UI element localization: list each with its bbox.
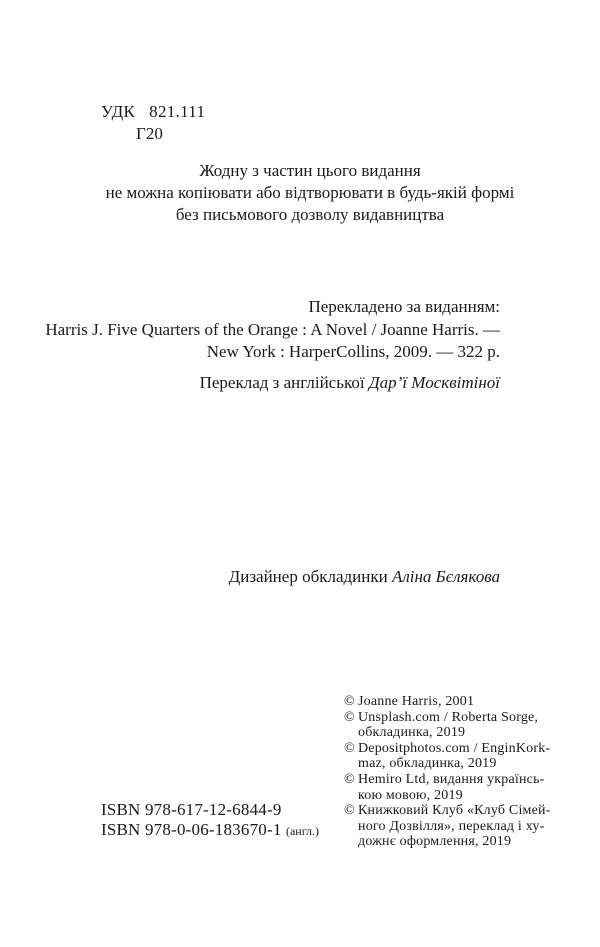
copyright-line: дожнє оформлення, 2019 xyxy=(358,834,512,850)
copyright-symbol: © xyxy=(344,771,355,787)
udk-code: 821.111 xyxy=(149,102,206,121)
isbn-english: ISBN 978-0-06-183670-1 xyxy=(101,820,282,839)
designer-name: Аліна Бєлякова xyxy=(391,567,500,586)
copyright-line: кою мовою, 2019 xyxy=(358,787,463,803)
copyright-item xyxy=(344,803,554,850)
copyright-item xyxy=(344,772,554,803)
original-edition-line: Перекладено за виданням: xyxy=(308,297,500,316)
copyright-line: Joanne Harris, 2001 xyxy=(358,694,475,709)
isbn-english-note: (англ.) xyxy=(285,824,320,838)
isbn-english-line xyxy=(101,820,319,841)
original-edition xyxy=(45,296,500,364)
notice-line: без письмового дозволу видавництва xyxy=(175,205,445,224)
copyright-line: maz, обкладинка, 2019 xyxy=(358,756,497,772)
copyright-line: Книжковий Клуб «Клуб Сімей- xyxy=(358,803,551,819)
cover-designer-credit xyxy=(229,566,500,588)
copyright-symbol: © xyxy=(344,803,355,819)
copyright-line: Depositphotos.com / EnginKork- xyxy=(358,740,551,756)
copyright-line: обкладинка, 2019 xyxy=(358,725,466,741)
author-index: Г20 xyxy=(136,124,163,143)
copyright-line: ного Дозвілля», переклад і ху- xyxy=(358,818,545,834)
notice-line: Жодну з частин цього видання xyxy=(199,161,421,180)
notice-line: не можна копіювати або відтворювати в будь-якій формі xyxy=(105,183,515,202)
translator-credit xyxy=(200,372,500,394)
copyright-symbol: © xyxy=(344,740,355,756)
copyright-item xyxy=(344,710,554,741)
copyright-line: Hemiro Ltd, видання українсь- xyxy=(358,771,545,787)
translator-prefix: Переклад з англійської xyxy=(199,373,369,392)
udk-label: УДК xyxy=(101,102,136,121)
isbn-block xyxy=(101,800,319,841)
isbn-ukrainian: ISBN 978-617-12-6844-9 xyxy=(101,800,282,819)
original-edition-line: Harris J. Five Quarters of the Orange : A Novel / Joanne Harris. — xyxy=(45,319,500,339)
copyright-symbol: © xyxy=(344,709,355,725)
translator-name: Дар’ї Москвітіної xyxy=(368,373,500,392)
copyright-symbol: © xyxy=(344,694,355,709)
copyright-line: Unsplash.com / Roberta Sorge, xyxy=(358,709,539,725)
udk-line xyxy=(101,100,205,123)
copyright-item xyxy=(344,694,554,710)
copyright-list xyxy=(344,694,554,850)
copyright-item xyxy=(344,741,554,772)
original-edition-line: New York : HarperCollins, 2009. — 322 p. xyxy=(206,342,500,361)
copyright-notice xyxy=(100,160,520,226)
designer-prefix: Дизайнер обкладинки xyxy=(228,567,392,586)
